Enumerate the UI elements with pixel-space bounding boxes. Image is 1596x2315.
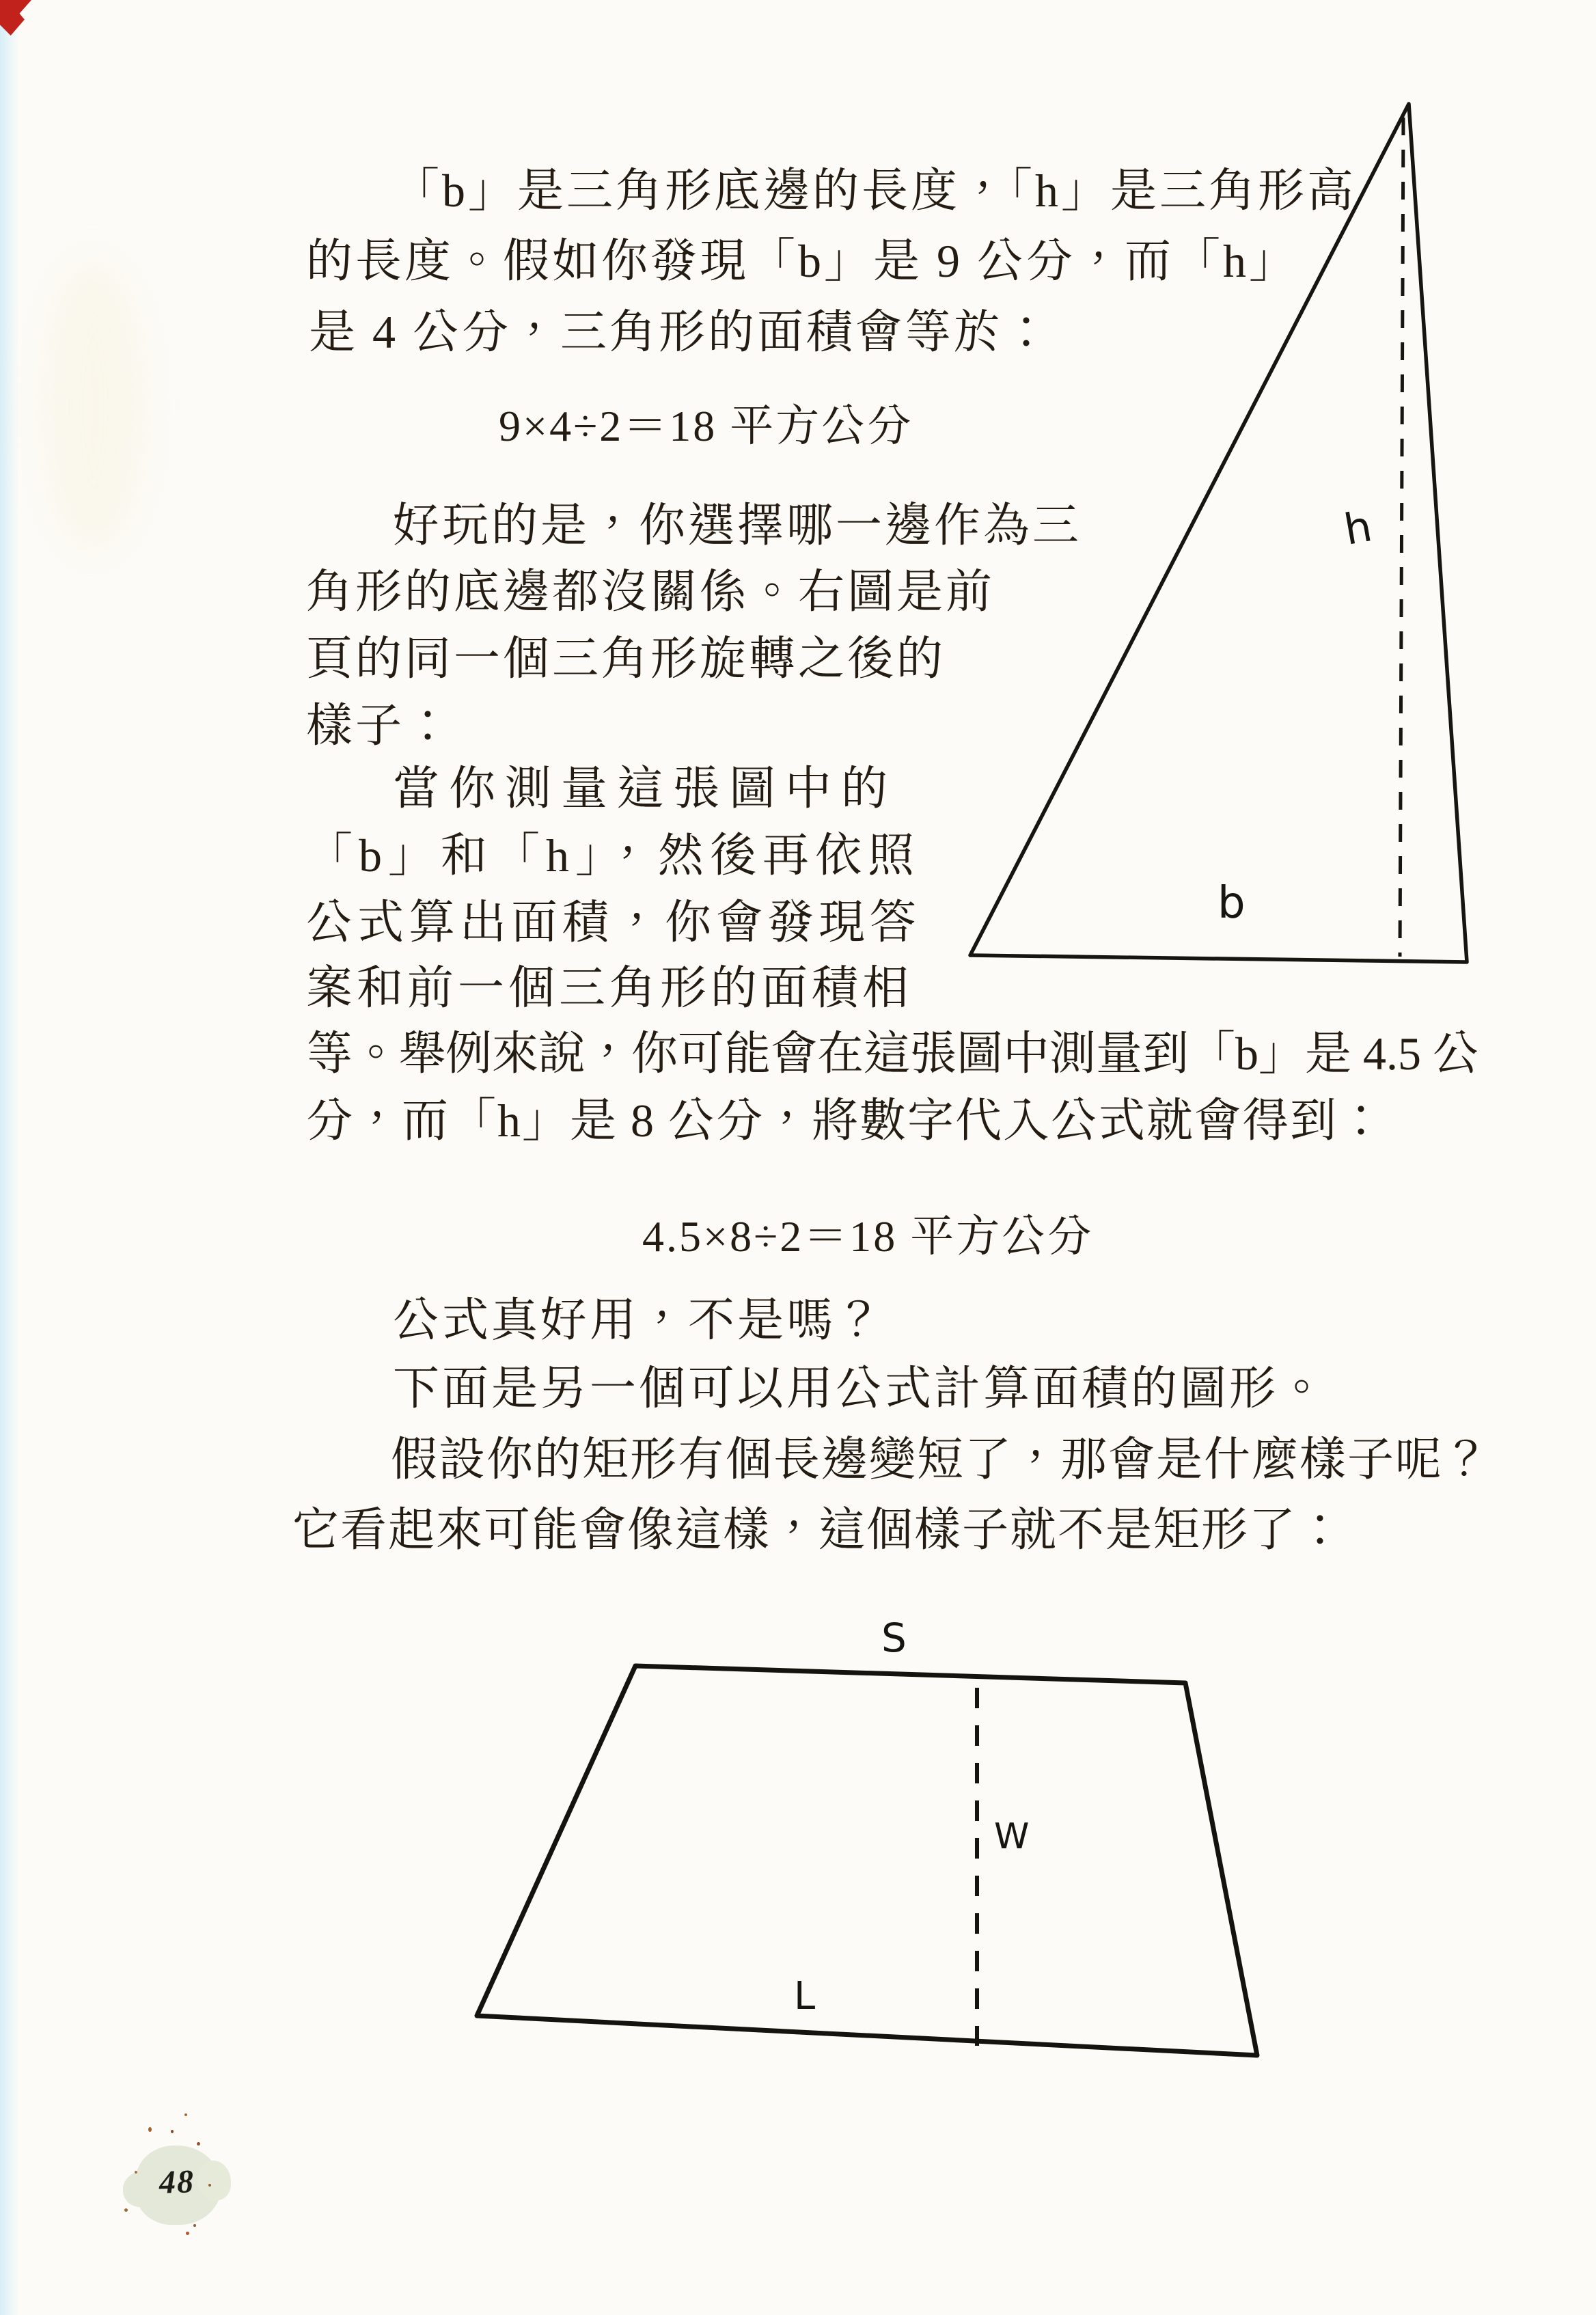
body-line: 「b」是三角形底邊的長度，「h」是三角形高 (393, 165, 1357, 217)
body-line: 等。舉例來說，你可能會在這張圖中測量到「b」是 4.5 公 (306, 1028, 1480, 1080)
ink-speckle (208, 2184, 211, 2187)
body-line: 當你測量這張圖中的 (393, 763, 898, 814)
body-line: 樣子： (306, 700, 454, 752)
ink-speckle (171, 2130, 174, 2133)
page-number-blob-part (123, 2172, 161, 2207)
triangle-drawing (950, 89, 1489, 977)
ink-speckle (135, 2171, 137, 2174)
ink-speckle (186, 2232, 189, 2235)
page-number: 48 (159, 2163, 195, 2201)
body-line: 「b」和「h」，然後再依照 (306, 830, 921, 881)
paper-smudge (42, 260, 145, 553)
area-formula-4p5x8: 4.5×8÷2＝18 平方公分 (642, 1212, 1094, 1261)
triangle-height-dashed-line (1400, 118, 1403, 957)
trapezoid-long-side-label: L (794, 1974, 816, 2018)
left-edge-scan-tint (0, 0, 19, 2315)
triangle-outline (970, 104, 1467, 962)
body-line: 下面是另一個可以用公式計算面積的圖形。 (393, 1362, 1328, 1414)
rotated-triangle-figure (950, 89, 1489, 977)
trapezoid-short-side-label: S (881, 1615, 907, 1661)
body-line: 是 4 公分，三角形的面積會等於： (309, 306, 1053, 358)
body-line: 公式算出面積，你會發現答 (306, 896, 922, 948)
page-number-blob-part (198, 2161, 231, 2200)
body-line: 它看起來可能會像這樣，這個樣子就不是矩形了： (292, 1504, 1345, 1556)
ink-speckle (184, 2113, 187, 2116)
body-line: 角形的底邊都沒關係。右圖是前 (306, 566, 995, 618)
trapezoid-drawing (444, 1613, 1298, 2077)
body-line: 假設你的矩形有個長邊變短了，那會是什麼樣子呢？ (391, 1434, 1491, 1485)
trapezoid-outline (477, 1666, 1257, 2055)
ink-speckle (124, 2208, 128, 2212)
triangle-height-label: h (1340, 501, 1376, 555)
body-line: 頁的同一個三角形旋轉之後的 (306, 633, 946, 685)
body-line: 好玩的是，你選擇哪一邊作為三 (393, 499, 1082, 551)
body-line: 的長度。假如你發現「b」是 9 公分，而「h」 (306, 235, 1299, 287)
body-line: 案和前一個三角形的面積相 (306, 962, 913, 1014)
area-formula-9x4: 9×4÷2＝18 平方公分 (499, 402, 913, 450)
trapezoid-width-label: W (994, 1816, 1030, 1857)
ink-speckle (193, 2224, 196, 2227)
trapezoid-figure (444, 1613, 1298, 2077)
ink-speckle (197, 2142, 200, 2146)
body-line: 分，而「h」是 8 公分，將數字代入公式就會得到： (306, 1095, 1386, 1147)
ink-speckle (148, 2127, 152, 2132)
body-line: 公式真好用，不是嗎？ (393, 1294, 885, 1346)
triangle-base-label: b (1217, 878, 1246, 929)
